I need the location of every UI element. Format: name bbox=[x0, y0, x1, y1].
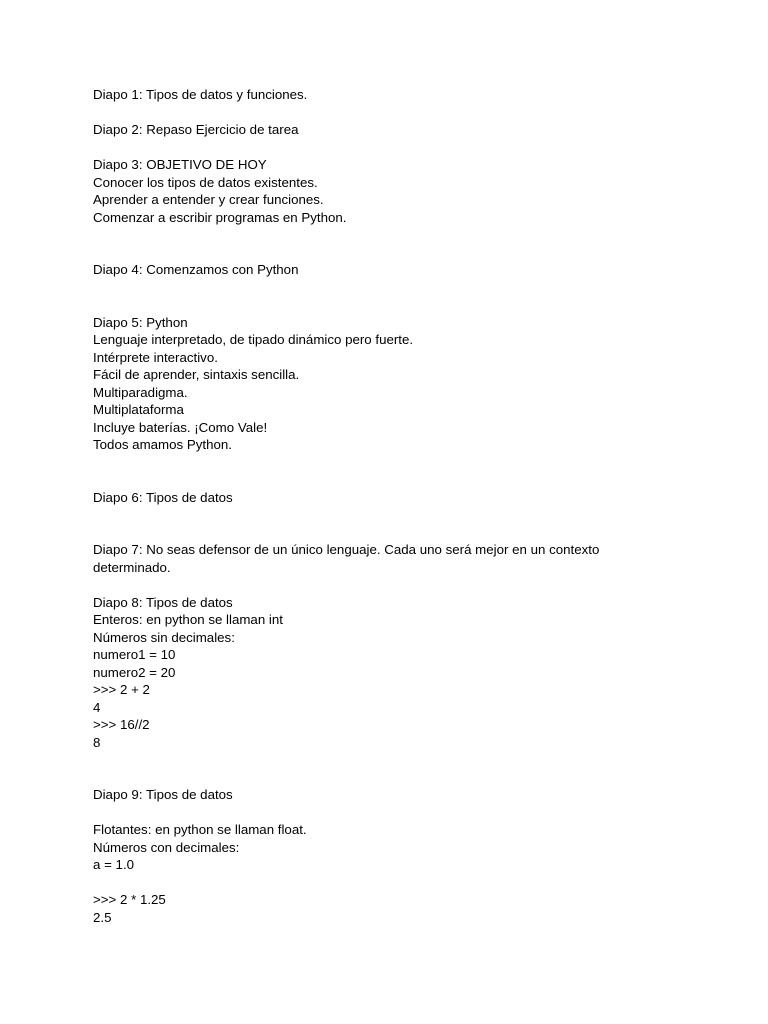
blank-line bbox=[93, 244, 653, 262]
text-line: Intérprete interactivo. bbox=[93, 349, 218, 365]
blank-line bbox=[93, 296, 653, 314]
text-line: Diapo 3: OBJETIVO DE HOY bbox=[93, 157, 267, 172]
text-line: a = 1.0 bbox=[93, 857, 135, 872]
text-line: Comenzar a escribir programas en Python. bbox=[93, 209, 347, 225]
text-line: Lenguaje interpretado, de tipado dinámico pero fuerte. bbox=[93, 332, 414, 347]
text-line: Enteros: en python se llaman int bbox=[93, 612, 283, 627]
text-line: 2.5 bbox=[93, 909, 112, 925]
blank-line bbox=[93, 226, 653, 244]
text-line: Incluye baterías. ¡Como Vale! bbox=[93, 419, 268, 435]
text-line: 4 bbox=[93, 699, 101, 715]
blank-line bbox=[93, 874, 653, 892]
text-line: numero2 = 20 bbox=[93, 664, 176, 680]
text-line: >>> 16//2 bbox=[93, 717, 150, 732]
blank-line bbox=[93, 471, 653, 489]
text-line: Diapo 4: Comenzamos con Python bbox=[93, 262, 299, 277]
text-line: numero1 = 10 bbox=[93, 647, 176, 662]
text-line: Números con decimales: bbox=[93, 839, 240, 855]
text-line: Aprender a entender y crear funciones. bbox=[93, 192, 324, 207]
text-line: Multiparadigma. bbox=[93, 384, 188, 400]
text-line: Conocer los tipos de datos existentes. bbox=[93, 174, 318, 190]
text-line: Diapo 8: Tipos de datos bbox=[93, 594, 233, 610]
blank-line bbox=[93, 576, 653, 594]
text-line: Diapo 2: Repaso Ejercicio de tarea bbox=[93, 122, 299, 137]
blank-line bbox=[93, 139, 653, 157]
text-line: Diapo 5: Python bbox=[93, 314, 188, 330]
text-line: Diapo 6: Tipos de datos bbox=[93, 489, 233, 505]
text-line: Fácil de aprender, sintaxis sencilla. bbox=[93, 367, 300, 382]
text-line: Todos amamos Python. bbox=[93, 437, 232, 452]
document-page bbox=[93, 86, 653, 926]
blank-line bbox=[93, 104, 653, 122]
text-line: Diapo 9: Tipos de datos bbox=[93, 787, 233, 802]
blank-line bbox=[93, 804, 653, 822]
blank-line bbox=[93, 279, 653, 297]
text-line: Multiplataforma bbox=[93, 402, 184, 417]
blank-line bbox=[93, 751, 653, 769]
text-line: >>> 2 * 1.25 bbox=[93, 892, 166, 907]
text-line: 8 bbox=[93, 734, 101, 750]
blank-line bbox=[93, 454, 653, 472]
text-line: Diapo 1: Tipos de datos y funciones. bbox=[93, 87, 308, 102]
text-line: Diapo 7: No seas defensor de un único lenguaje. Cada uno será mejor en un contexto bbox=[93, 542, 600, 557]
blank-line bbox=[93, 506, 653, 524]
text-line: determinado. bbox=[93, 559, 171, 575]
text-line: >>> 2 + 2 bbox=[93, 682, 150, 697]
text-line: Flotantes: en python se llaman float. bbox=[93, 822, 307, 837]
blank-line bbox=[93, 769, 653, 787]
text-line: Números sin decimales: bbox=[93, 629, 235, 645]
blank-line bbox=[93, 524, 653, 542]
